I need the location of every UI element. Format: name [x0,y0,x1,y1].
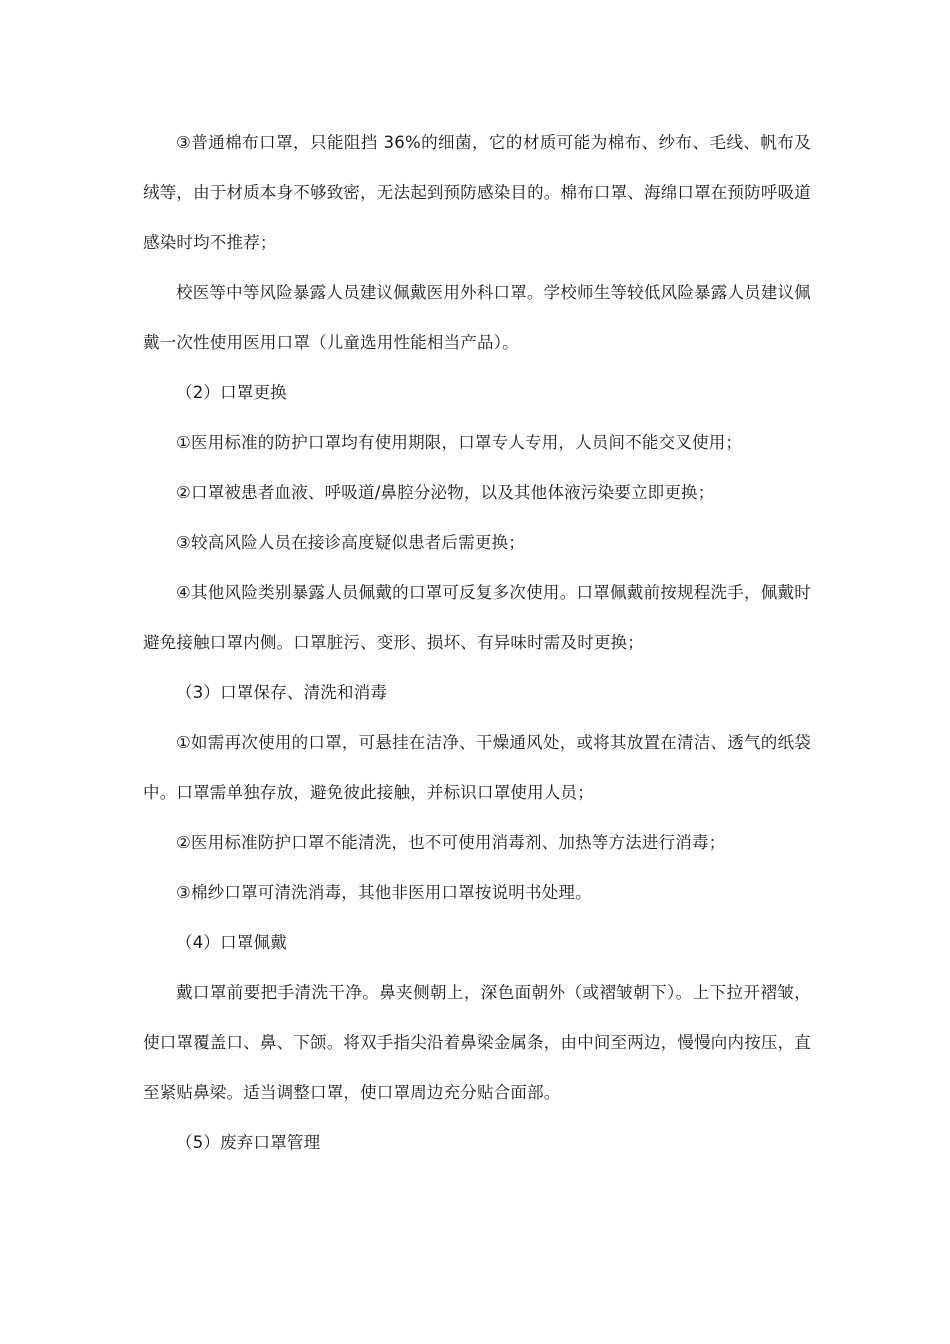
section-heading-mask-disposal: （5）废弃口罩管理 [176,1133,321,1152]
section-heading-mask-storage: （3）口罩保存、清洗和消毒 [176,683,388,702]
section-heading-mask-wearing: （4）口罩佩戴 [176,933,287,952]
paragraph-mask-recommendation: 校医等中等风险暴露人员建议佩戴医用外科口罩。学校师生等较低风险暴露人员建议佩戴一次性使用医用口罩（儿童选用性能相当产品）。 [143,283,811,352]
paragraph-storage-item-3: ③棉纱口罩可清洗消毒，其他非医用口罩按说明书处理。 [176,883,592,902]
section-heading-mask-replacement: （2）口罩更换 [176,383,287,402]
paragraph-replacement-item-1: ①医用标准的防护口罩均有使用期限，口罩专人专用，人员间不能交叉使用； [176,433,743,452]
paragraph-replacement-item-4: ④其他风险类别暴露人员佩戴的口罩可反复多次使用。口罩佩戴前按规程洗手，佩戴时避免接触口罩内侧。口罩脏污、变形、损坏、有异味时需及时更换； [143,583,811,652]
document-body [143,118,811,1168]
paragraph-replacement-item-3: ③较高风险人员在接诊高度疑似患者后需更换； [176,533,525,552]
paragraph-cotton-mask: ③普通棉布口罩，只能阻挡 36%的细菌，它的材质可能为棉布、纱布、毛线、帆布及绒等，由于材质本身不够致密，无法起到预防感染目的。棉布口罩、海绵口罩在预防呼吸道感染时均不推荐； [143,133,811,252]
paragraph-wearing-instructions: 戴口罩前要把手清洗干净。鼻夹侧朝上，深色面朝外（或褶皱朝下）。上下拉开褶皱，使口罩覆盖口、鼻、下颌。将双手指尖沿着鼻梁金属条，由中间至两边，慢慢向内按压，直至紧贴鼻梁。适当调整口罩，使口罩周边充分贴合面部。 [143,983,811,1102]
paragraph-storage-item-2: ②医用标准防护口罩不能清洗，也不可使用消毒剂、加热等方法进行消毒； [176,833,726,852]
paragraph-storage-item-1: ①如需再次使用的口罩，可悬挂在洁净、干燥通风处，或将其放置在清洁、透气的纸袋中。口罩需单独存放，避免彼此接触，并标识口罩使用人员； [143,733,811,802]
paragraph-replacement-item-2: ②口罩被患者血液、呼吸道/鼻腔分泌物，以及其他体液污染要立即更换； [176,483,715,502]
